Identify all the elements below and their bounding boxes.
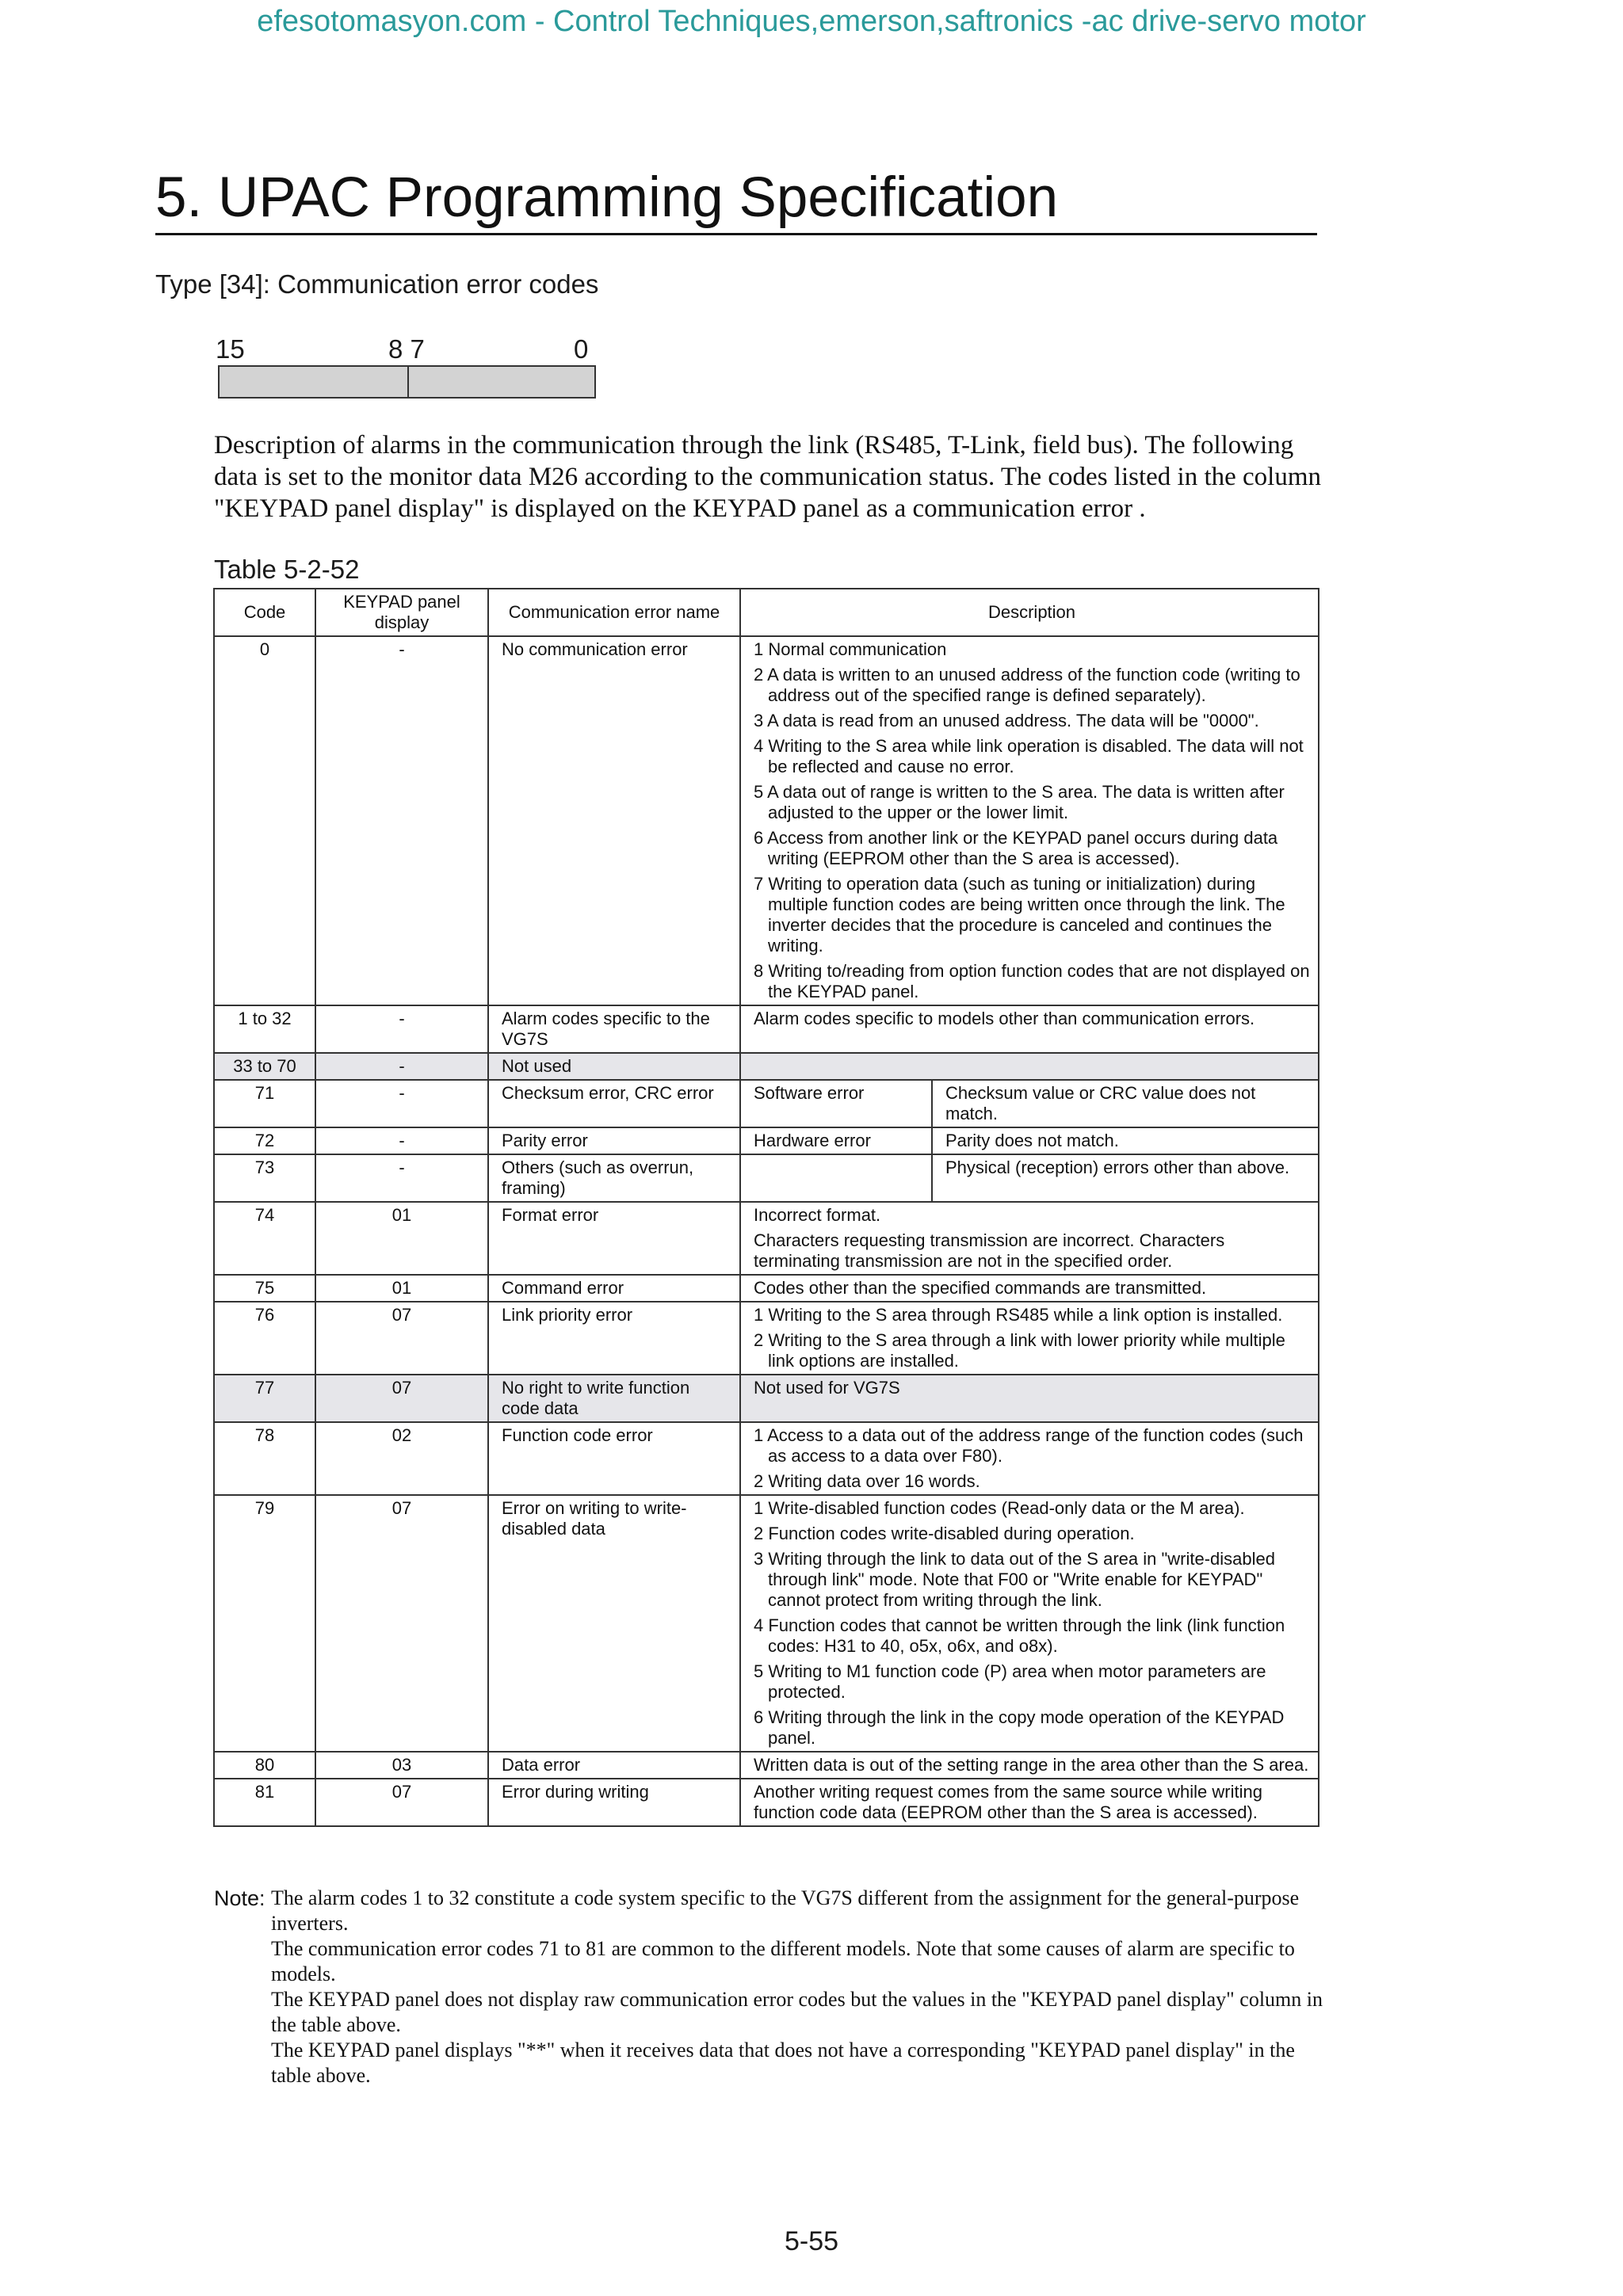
page-number: 5-55	[784, 2226, 839, 2256]
cell-description	[740, 1422, 1319, 1495]
table-row	[214, 1302, 1319, 1375]
cell-description	[740, 1302, 1319, 1375]
cell-error-name: Command error	[488, 1275, 740, 1302]
note-block	[214, 1886, 1323, 2088]
cell-keypad-display: 07	[315, 1495, 488, 1752]
cell-keypad-display: -	[315, 1080, 488, 1127]
header-keypad-display: KEYPAD panel display	[315, 589, 488, 636]
cell-keypad-display: -	[315, 1053, 488, 1080]
cell-code: 79	[214, 1495, 315, 1752]
note-label: Note:	[214, 1886, 265, 1910]
description-list	[754, 639, 1310, 1002]
header-error-name: Communication error name	[488, 589, 740, 636]
description-item: 8 Writing to/reading from option function codes that are not displayed on the KEYPAD panel.	[754, 961, 1310, 1001]
cell-error-type: Hardware error	[740, 1127, 932, 1154]
cell-error-name: No right to write function code data	[488, 1375, 740, 1422]
cell-keypad-display: 01	[315, 1202, 488, 1275]
cell-description: Another writing request comes from the same source while writing function code data (EEPROM other than the S area is accessed).	[740, 1779, 1319, 1826]
cell-error-name: Function code error	[488, 1422, 740, 1495]
cell-error-name: Error during writing	[488, 1779, 740, 1826]
description-item: 2 Function codes write-disabled during operation.	[754, 1524, 1135, 1543]
table-row	[214, 1005, 1319, 1053]
cell-error-name: No communication error	[488, 636, 740, 1005]
description-item: 3 A data is read from an unused address. The data will be "0000".	[754, 711, 1259, 730]
table-caption: Table 5-2-52	[214, 555, 360, 584]
table-row	[214, 636, 1319, 1005]
description-item: 1 Normal communication	[754, 639, 947, 659]
table-row	[214, 1080, 1319, 1127]
cell-code: 1 to 32	[214, 1005, 315, 1053]
cell-keypad-display: -	[315, 1154, 488, 1202]
cell-description: Codes other than the specified commands are transmitted.	[740, 1275, 1319, 1302]
header-description: Description	[740, 589, 1319, 636]
cell-error-name: Checksum error, CRC error	[488, 1080, 740, 1127]
cell-error-name: Error on writing to write-disabled data	[488, 1495, 740, 1752]
note-line: The alarm codes 1 to 32 constitute a code system specific to the VG7S different from the assignment for the general-purpose inverters.	[271, 1886, 1300, 1935]
cell-code: 76	[214, 1302, 315, 1375]
table-row	[214, 1495, 1319, 1752]
note-line: The KEYPAD panel displays "**" when it receives data that does not have a corresponding "KEYPAD panel display" in the table above.	[271, 2039, 1295, 2087]
description-list	[754, 1498, 1310, 1749]
cell-error-name: Not used	[488, 1053, 740, 1080]
table-row	[214, 1127, 1319, 1154]
cell-error-name: Data error	[488, 1752, 740, 1779]
note-body	[271, 1886, 1323, 2088]
cell-keypad-display: 02	[315, 1422, 488, 1495]
cell-error-type	[740, 1154, 932, 1202]
description-item: 5 Writing to M1 function code (P) area when motor parameters are protected.	[754, 1661, 1266, 1702]
cell-code: 73	[214, 1154, 315, 1202]
bit-label-8-7: 8 7	[388, 334, 425, 364]
description-paragraph: Incorrect format.	[754, 1205, 881, 1225]
description-item: 2 Writing data over 16 words.	[754, 1471, 980, 1491]
cell-description: Not used for VG7S	[740, 1375, 1319, 1422]
description-item: 1 Write-disabled function codes (Read-only data or the M area).	[754, 1498, 1245, 1518]
cell-code: 80	[214, 1752, 315, 1779]
cell-description: Written data is out of the setting range in the area other than the S area.	[740, 1752, 1319, 1779]
description-item: 4 Function codes that cannot be written through the link (link function codes: H31 to 40, o5x, o6x, and o8x).	[754, 1615, 1285, 1656]
cell-description	[740, 1202, 1319, 1275]
cell-code: 71	[214, 1080, 315, 1127]
cell-error-detail: Physical (reception) errors other than above.	[932, 1154, 1319, 1202]
table-header-row	[214, 589, 1319, 636]
table-row	[214, 1779, 1319, 1826]
cell-keypad-display: 07	[315, 1302, 488, 1375]
cell-keypad-display: 07	[315, 1375, 488, 1422]
bit-labels	[216, 334, 596, 366]
cell-error-name: Others (such as overrun, framing)	[488, 1154, 740, 1202]
bit-field-diagram	[218, 365, 596, 399]
description-item: 1 Access to a data out of the address range of the function codes (such as access to a data over F80).	[754, 1425, 1304, 1466]
table-row	[214, 1202, 1319, 1275]
intro-paragraph: Description of alarms in the communication through the link (RS485, T-Link, field bus). The following data is set to the monitor data M26 according to the communication status. The codes listed in the column "KEYPAD panel display" is displayed on the KEYPAD panel as a communication error .	[214, 431, 1322, 523]
cell-code: 75	[214, 1275, 315, 1302]
cell-error-detail: Parity does not match.	[932, 1127, 1319, 1154]
cell-error-name: Link priority error	[488, 1302, 740, 1375]
cell-code: 78	[214, 1422, 315, 1495]
cell-keypad-display: 01	[315, 1275, 488, 1302]
description-item: 6 Writing through the link in the copy mode operation of the KEYPAD panel.	[754, 1707, 1285, 1748]
site-banner: efesotomasyon.com - Control Techniques,emerson,saftronics -ac drive-servo motor	[257, 5, 1366, 38]
cell-keypad-display: -	[315, 1005, 488, 1053]
table-body	[214, 636, 1319, 1826]
table-row	[214, 1422, 1319, 1495]
cell-error-name: Parity error	[488, 1127, 740, 1154]
bit-label-0: 0	[574, 334, 589, 364]
table-row	[214, 1275, 1319, 1302]
type-heading: Type [34]: Communication error codes	[155, 269, 599, 299]
cell-code: 72	[214, 1127, 315, 1154]
cell-error-type: Software error	[740, 1080, 932, 1127]
bit-field-divider	[407, 367, 409, 397]
description-list	[754, 1425, 1310, 1492]
description-item: 5 A data out of range is written to the S area. The data is written after adjusted to the upper or the lower limit.	[754, 782, 1285, 822]
table-row	[214, 1053, 1319, 1080]
cell-description: Alarm codes specific to models other than communication errors.	[740, 1005, 1319, 1053]
cell-error-name: Alarm codes specific to the VG7S	[488, 1005, 740, 1053]
cell-keypad-display: -	[315, 636, 488, 1005]
description-paragraph: Characters requesting transmission are incorrect. Characters terminating transmission are not in the specified order.	[754, 1230, 1225, 1271]
cell-keypad-display: 07	[315, 1779, 488, 1826]
table-row	[214, 1154, 1319, 1202]
note-line: The communication error codes 71 to 81 are common to the different models. Note that some causes of alarm are specific to models.	[271, 1937, 1295, 1985]
bit-label-15: 15	[216, 334, 245, 364]
cell-code: 0	[214, 636, 315, 1005]
description-list	[754, 1305, 1310, 1371]
cell-description	[740, 1495, 1319, 1752]
cell-code: 33 to 70	[214, 1053, 315, 1080]
description-item: 6 Access from another link or the KEYPAD panel occurs during data writing (EEPROM other than the S area is accessed).	[754, 828, 1278, 868]
table-row	[214, 1752, 1319, 1779]
title-rule	[155, 233, 1317, 235]
cell-error-detail: Checksum value or CRC value does not match.	[932, 1080, 1319, 1127]
cell-keypad-display: 03	[315, 1752, 488, 1779]
header-code: Code	[214, 589, 315, 636]
description-item: 4 Writing to the S area while link operation is disabled. The data will not be reflected and cause no error.	[754, 736, 1304, 776]
cell-description	[740, 636, 1319, 1005]
cell-description	[740, 1053, 1319, 1080]
section-title: 5. UPAC Programming Specification	[155, 166, 1059, 229]
description-item: 2 A data is written to an unused address of the function code (writing to address out of the specified range is defined separately).	[754, 665, 1300, 705]
description-item: 1 Writing to the S area through RS485 while a link option is installed.	[754, 1305, 1283, 1325]
cell-code: 81	[214, 1779, 315, 1826]
cell-code: 77	[214, 1375, 315, 1422]
cell-error-name: Format error	[488, 1202, 740, 1275]
description-item: 2 Writing to the S area through a link with lower priority while multiple link options are installed.	[754, 1330, 1285, 1371]
description-item: 3 Writing through the link to data out of the S area in "write-disabled through link" mode. Note that F00 or "Write enable for KEYPAD" cannot protect from writing through the link.	[754, 1549, 1276, 1610]
table-row	[214, 1375, 1319, 1422]
cell-keypad-display: -	[315, 1127, 488, 1154]
description-item: 7 Writing to operation data (such as tuning or initialization) during multiple function codes are being written once through the link. The inverter decides that the procedure is canceled and continues the writing.	[754, 874, 1285, 955]
note-line: The KEYPAD panel does not display raw communication error codes but the values in the "KEYPAD panel display" column in the table above.	[271, 1988, 1323, 2036]
cell-code: 74	[214, 1202, 315, 1275]
error-code-table	[213, 588, 1319, 1827]
